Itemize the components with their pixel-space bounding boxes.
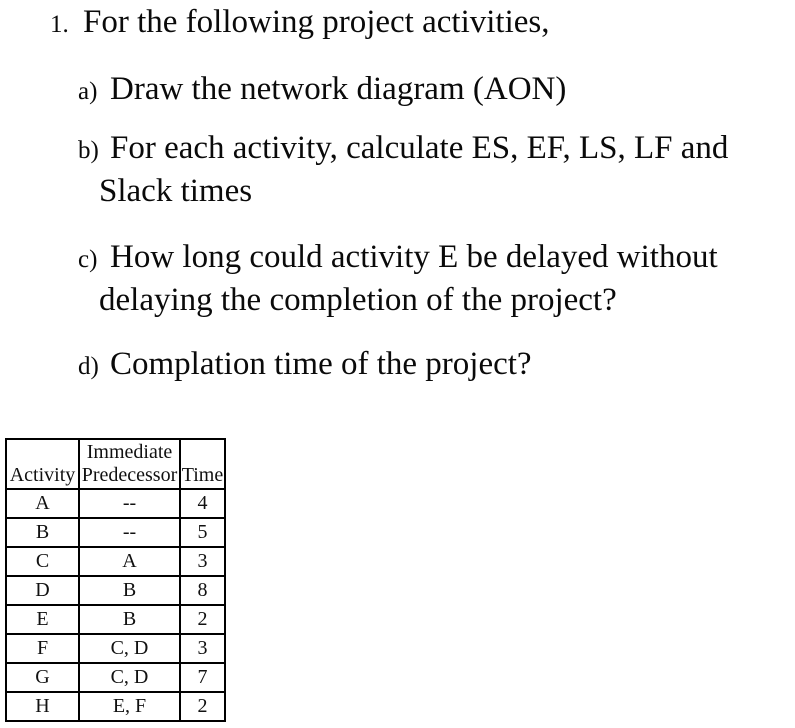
predecessor-cell: --: [79, 518, 180, 547]
table-row-e: [6, 605, 225, 634]
item-b-marker: b): [78, 137, 99, 164]
activity-cell: C: [6, 547, 79, 576]
predecessor-cell: E, F: [79, 692, 180, 721]
time-cell: 8: [180, 576, 225, 605]
activity-column-header: Activity: [6, 439, 79, 489]
predecessor-cell: --: [79, 489, 180, 518]
predecessor-cell: C, D: [79, 663, 180, 692]
activity-cell: E: [6, 605, 79, 634]
item-d-marker: d): [78, 353, 99, 380]
question-item-d: [78, 344, 795, 387]
time-column-header: Time: [180, 439, 225, 489]
table-row-d: [6, 576, 225, 605]
table-row-c: [6, 547, 225, 576]
item-a-text: Draw the network diagram (AON): [110, 71, 567, 107]
table-header-row: [6, 439, 225, 489]
time-cell: 2: [180, 692, 225, 721]
table-row-a: [6, 489, 225, 518]
table-row-h: [6, 692, 225, 721]
time-cell: 2: [180, 605, 225, 634]
activity-cell: H: [6, 692, 79, 721]
time-cell: 3: [180, 634, 225, 663]
time-cell: 4: [180, 489, 225, 518]
predecessor-cell: A: [79, 547, 180, 576]
activity-cell: F: [6, 634, 79, 663]
time-cell: 5: [180, 518, 225, 547]
activity-cell: B: [6, 518, 79, 547]
time-cell: 7: [180, 663, 225, 692]
question-number: 1.: [50, 11, 69, 38]
predecessor-column-header: [79, 439, 180, 489]
predecessor-header-line1: Immediate: [86, 441, 173, 463]
item-b-text: For each activity, calculate ES, EF, LS, LF and: [110, 130, 729, 166]
activity-table: [5, 438, 226, 722]
question-item-c: [78, 237, 795, 320]
table-row-g: [6, 663, 225, 692]
item-b-line2: Slack times: [99, 173, 253, 209]
item-d-text: Complation time of the project?: [110, 346, 532, 382]
table-row-b: [6, 518, 225, 547]
activity-cell: A: [6, 489, 79, 518]
table-row-f: [6, 634, 225, 663]
predecessor-cell: B: [79, 605, 180, 634]
item-c-marker: c): [78, 246, 98, 273]
predecessor-cell: C, D: [79, 634, 180, 663]
question-item-a: [78, 69, 795, 112]
predecessor-header-line2: Predecessor: [81, 464, 178, 486]
question-item-b: [78, 128, 795, 211]
question-main-line: [50, 2, 795, 45]
activity-cell: G: [6, 663, 79, 692]
question-text: For the following project activities,: [83, 4, 550, 40]
item-a-marker: a): [78, 78, 98, 105]
predecessor-cell: B: [79, 576, 180, 605]
item-c-text: How long could activity E be delayed without: [110, 239, 718, 275]
activity-cell: D: [6, 576, 79, 605]
time-cell: 3: [180, 547, 225, 576]
item-c-line2: delaying the completion of the project?: [99, 282, 617, 318]
